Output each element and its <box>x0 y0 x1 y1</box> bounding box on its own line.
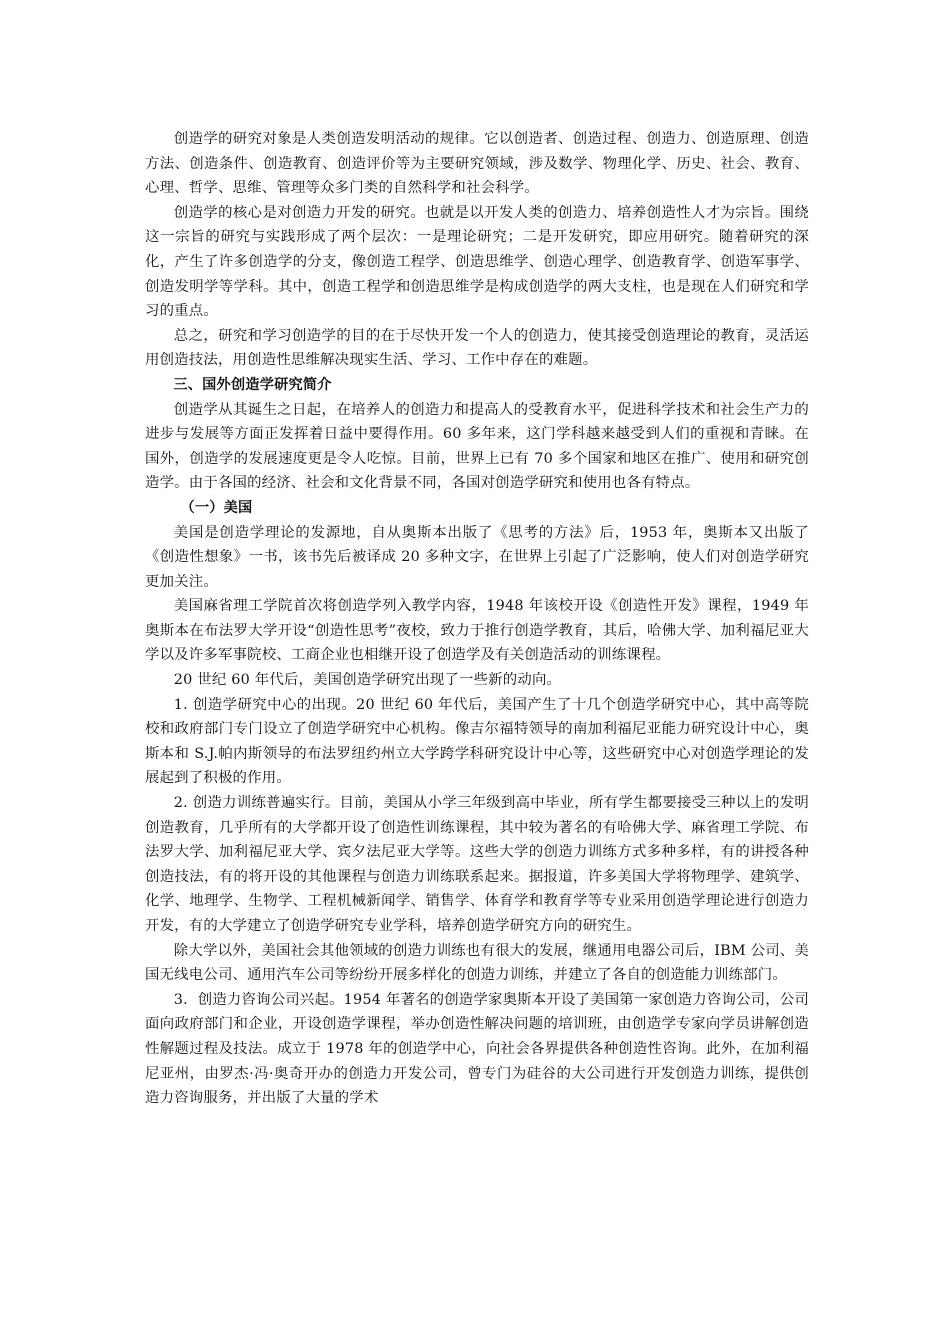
paragraph: 总之，研究和学习创造学的目的在于尽快开发一个人的创造力，使其接受创造理论的教育，灵活运用创造技法，用创造性思维解决现实生活、学习、工作中存在的难题。 <box>145 327 809 369</box>
paragraph: 3．创造力咨询公司兴起。1954 年著名的创造学家奥斯本开设了美国第一家创造力咨询公司，公司面向政府部门和企业，开设创造学课程，举办创造性解决问题的培训班，由创造学专家向学员讲解创造性解题过程及技法。成立于 1978 年的创造学中心，向社会各界提供各种创造性咨询。此外，在加利福尼亚州，由罗杰·冯·奥奇开办的创造力开发公司，曾专门为硅谷的大公司进行开发创造力训练，提供创造力咨询服务，并出版了大量的学术 <box>145 991 809 1107</box>
subsection-heading: （一）美国 <box>180 499 253 516</box>
paragraph: 20 世纪 60 年代后，美国创造学研究出现了一些新的动向。 <box>173 672 562 689</box>
paragraph: 2. 创造力训练普遍实行。目前，美国从小学三年级到高中毕业，所有学生都要接受三种以上的发明创造教育，几乎所有的大学都开设了创造性训练课程，其中较为著名的有哈佛大学、麻省理工学院、布法罗大学、加利福尼亚大学、宾夕法尼亚大学等。这些大学的创造力训练方式多种多样，有的讲授各种创造技法，有的将开设的其他课程与创造力训练联系起来。据报道，许多美国大学将物理学、建筑学、化学、地理学、生物学、工程机械新闻学、销售学、体育学和教育学等专业采用创造学理论进行创造力开发，有的大学建立了创造学研究专业学科，培养创造学研究方向的研究生。 <box>145 795 809 934</box>
document-body <box>145 127 809 1111</box>
paragraph: 1. 创造学研究中心的出现。20 世纪 60 年代后，美国产生了十几个创造学研究中心，其中高等院校和政府部门专门设立了创造学研究中心机构。像吉尔福特领导的南加利福尼亚能力研究设计中心，奥斯本和 S.J.帕内斯领导的布法罗纽约州立大学跨学科研究设计中心等，这些研究中心对创造学理论的发展起到了积极的作用。 <box>145 696 809 787</box>
section-heading: 三、国外创造学研究简介 <box>173 376 332 393</box>
paragraph: 美国麻省理工学院首次将创造学列入教学内容，1948 年该校开设《创造性开发》课程，1949 年奥斯本在布法罗大学开设“创造性思考”夜校，致力于推行创造学教育，其后，哈佛大学、加利福尼亚大学以及许多军事院校、工商企业也相继开设了创造学及有关创造活动的训练课程。 <box>145 598 809 664</box>
paragraph: 创造学的研究对象是人类创造发明活动的规律。它以创造者、创造过程、创造力、创造原理、创造方法、创造条件、创造教育、创造评价等为主要研究领域，涉及数学、物理化学、历史、社会、教育、心理、哲学、思维、管理等众多门类的自然科学和社会科学。 <box>145 131 809 197</box>
paragraph: 创造学从其诞生之日起，在培养人的创造力和提高人的受教育水平，促进科学技术和社会生产力的进步与发展等方面正发挥着日益中要得作用。60 多年来，这门学科越来越受到人们的重视和青睐。在国外，创造学的发展速度更是令人吃惊。目前，世界上已有 70 多个国家和地区在推广、使用和研究创造学。由于各国的经济、社会和文化背景不同，各国对创造学研究和使用也各有特点。 <box>145 401 809 492</box>
paragraph: 除大学以外，美国社会其他领域的创造力训练也有很大的发展，继通用电器公司后，IBM 公司、美国无线电公司、通用汽车公司等纷纷开展多样化的创造力训练，并建立了各自的创造能力训练部门。 <box>145 942 809 984</box>
paragraph: 美国是创造学理论的发源地，自从奥斯本出版了《思考的方法》后，1953 年，奥斯本又出版了《创造性想象》一书，该书先后被译成 20 多种文字，在世界上引起了广泛影响，使人们对创造学研究更加关注。 <box>145 524 809 590</box>
paragraph: 创造学的核心是对创造力开发的研究。也就是以开发人类的创造力、培养创造性人才为宗旨。围绕这一宗旨的研究与实践形成了两个层次：一是理论研究；二是开发研究，即应用研究。随着研究的深化，产生了许多创造学的分支，像创造工程学、创造思维学、创造心理学、创造教育学、创造军事学、创造发明学等学科。其中，创造工程学和创造思维学是构成创造学的两大支柱，也是现在人们研究和学习的重点。 <box>145 204 809 320</box>
